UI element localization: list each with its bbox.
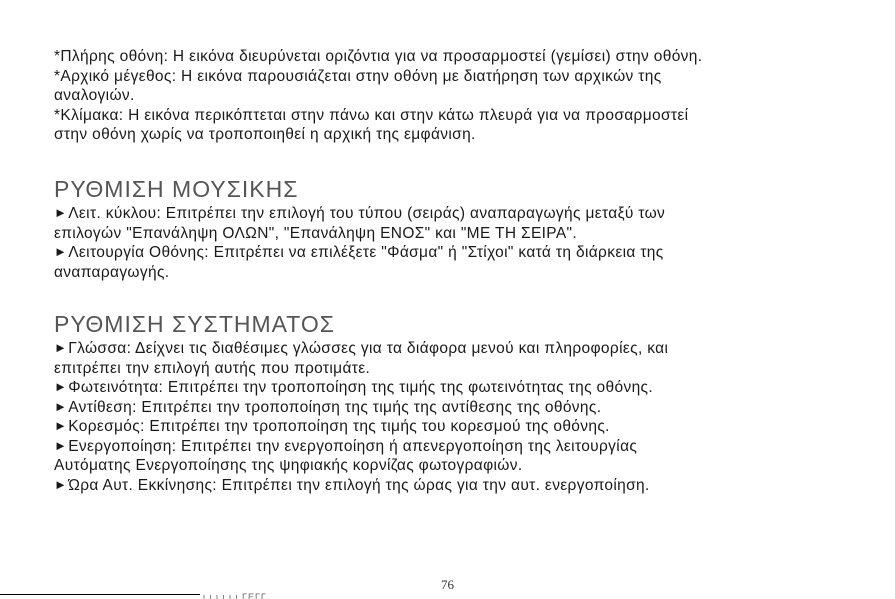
arrow-bullet-icon: ► bbox=[54, 379, 68, 394]
page-number: 76 bbox=[441, 577, 454, 592]
list-item-continuation bbox=[54, 224, 854, 244]
item-text: Ώρα Αυτ. Εκκίνησης: Επιτρέπει την επιλογή της ώρας για την αυτ. ενεργοποίηση. bbox=[68, 476, 650, 494]
item-text: Ενεργοποίηση: Επιτρέπει την ενεργοποίηση ή απενεργοποίηση της λειτουργίας bbox=[68, 437, 638, 455]
note-line: *Αρχικό μέγεθος: Η εικόνα παρουσιάζεται στην οθόνη με διατήρηση των αρχικών της bbox=[54, 67, 662, 85]
item-text: Αντίθεση: Επιτρέπει την τροποποίηση της τιμής της αντίθεσης της οθόνης. bbox=[68, 398, 602, 416]
arrow-bullet-icon: ► bbox=[54, 244, 68, 259]
list-item bbox=[54, 417, 854, 437]
item-text: Λειτουργία Οθόνης: Επιτρέπει να επιλέξετε "Φάσμα" ή "Στίχοι" κατά τη διάρκεια της bbox=[68, 244, 664, 261]
item-text: Λειτ. κύκλου: Επιτρέπει την επιλογή του τύπου (σειράς) αναπαραγωγής μεταξύ των bbox=[68, 205, 666, 222]
arrow-bullet-icon: ► bbox=[54, 476, 68, 492]
section-heading: ΡΥΘΜΙΣΗ ΣΥΣΤΗΜΑΤΟΣ bbox=[54, 311, 336, 337]
list-item bbox=[54, 204, 854, 224]
item-text: αναπαραγωγής. bbox=[54, 263, 170, 281]
item-text: Φωτεινότητα: Επιτρέπει την τροποποίηση της τιμής της φωτεινότητας της οθόνης. bbox=[68, 379, 654, 396]
item-text: επιτρέπει την επιλογή αυτής που προτιμάτε. bbox=[54, 359, 371, 377]
section-heading: ΡΥΘΜΙΣΗ ΜΟΥΣΙΚΗΣ bbox=[54, 176, 299, 202]
arrow-bullet-icon: ► bbox=[54, 205, 68, 220]
list-item bbox=[54, 437, 854, 457]
system-settings-section bbox=[54, 311, 854, 495]
item-text: Κορεσμός: Επιτρέπει την τροποποίηση της τιμής του κορεσμού της οθόνης. bbox=[68, 418, 610, 435]
arrow-bullet-icon: ► bbox=[54, 398, 68, 414]
item-text: επιλογών "Επανάληψη ΟΛΩΝ", "Επανάληψη ΕΝΟΣ" και "ΜΕ ΤΗ ΣΕΙΡΑ". bbox=[54, 224, 578, 242]
music-settings-section bbox=[54, 176, 854, 282]
note-line: αναλογιών. bbox=[54, 87, 135, 104]
arrow-bullet-icon: ► bbox=[54, 418, 68, 433]
list-item bbox=[54, 378, 854, 398]
display-mode-notes bbox=[54, 47, 854, 145]
note-line: *Κλίμακα: Η εικόνα περικόπτεται στην πάνω και στην κάτω πλευρά για να προσαρμοστεί bbox=[54, 106, 689, 124]
list-item-continuation bbox=[54, 263, 854, 283]
list-item bbox=[54, 476, 854, 496]
list-item bbox=[54, 339, 854, 359]
list-item-continuation bbox=[54, 456, 854, 476]
footer-text-fragment: ι ι ι ι ι ι ΓΕΓΓ bbox=[203, 593, 267, 599]
list-item-continuation bbox=[54, 359, 854, 379]
note-line: *Πλήρης οθόνη: Η εικόνα διευρύνεται οριζόντια για να προσαρμοστεί (γεμίσει) στην οθόνη. bbox=[54, 48, 703, 65]
arrow-bullet-icon: ► bbox=[54, 340, 68, 355]
list-item bbox=[54, 398, 854, 418]
footer-divider bbox=[0, 594, 200, 595]
item-text: Αυτόματης Ενεργοποίησης της ψηφιακής κορνίζας φωτογραφιών. bbox=[54, 457, 523, 474]
list-item bbox=[54, 243, 854, 263]
note-line: στην οθόνη χωρίς να τροποποιηθεί η αρχική της εμφάνιση. bbox=[54, 126, 476, 143]
arrow-bullet-icon: ► bbox=[54, 437, 68, 453]
item-text: Γλώσσα: Δείχνει τις διαθέσιμες γλώσσες για τα διάφορα μενού και πληροφορίες, και bbox=[68, 340, 669, 357]
